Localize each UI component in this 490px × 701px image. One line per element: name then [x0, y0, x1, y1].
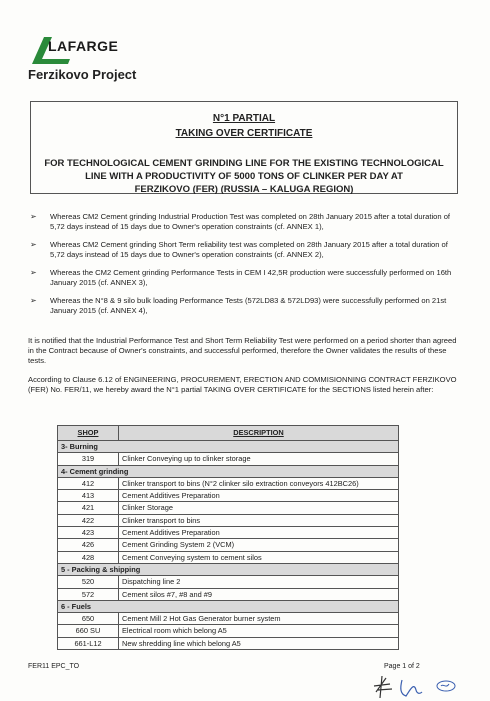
table-row — [58, 502, 399, 514]
shop-code: 520 — [58, 576, 119, 588]
award-paragraph: According to Clause 6.12 of ENGINEERING, PROCUREMENT, ERECTION AND COMMISIONNING CONTRACT FERZIKOVO (FER) No. FER/11, we hereby award the N°1 partial TAKING OVER CERTIFICATE for the SECTIONS listed herein after: — [28, 375, 457, 394]
arrow-bullet-icon: ➢ — [30, 296, 37, 305]
shop-description: Dispatching line 2 — [119, 576, 399, 588]
table-row — [58, 539, 399, 551]
bullet-text: Whereas the CM2 Cement grinding Performance Tests in CEM I 42,5R production were successfully performed on 16th January 2015 (cf. ANNEX 3), — [50, 268, 452, 287]
table-row — [58, 625, 399, 637]
certificate-subject — [31, 157, 457, 196]
document-reference: FER11 EPC_TO — [28, 663, 80, 670]
shop-code: 660 SU — [58, 625, 119, 637]
shop-description: Clinker Conveying up to clinker storage — [119, 453, 399, 465]
shop-description: Cement Mill 2 Hot Gas Generator burner system — [119, 613, 399, 625]
shop-code: 422 — [58, 514, 119, 526]
table-row — [58, 637, 399, 649]
whereas-list — [28, 212, 458, 324]
shop-code: 426 — [58, 539, 119, 551]
certificate-title: TAKING OVER CERTIFICATE — [175, 128, 313, 139]
table-row — [58, 613, 399, 625]
table-row — [58, 514, 399, 526]
subject-line-1: FOR TECHNOLOGICAL CEMENT GRINDING LINE FOR THE EXISTING TECHNOLOGICAL — [44, 158, 444, 169]
shop-code: 319 — [58, 453, 119, 465]
bullet-text: Whereas CM2 Cement grinding Industrial Production Test was completed on 28th January 2015 after a total duration of 5,72 days instead of 15 days due to Owner's operation constraints (cf. ANNEX 1), — [50, 212, 451, 231]
shop-description: Electrical room which belong A5 — [119, 625, 399, 637]
description-column-header: DESCRIPTION — [119, 426, 399, 441]
shop-description: Cement Additives Preparation — [119, 490, 399, 502]
notice-paragraph: It is notified that the Industrial Performance Test and Short Term Reliability Test were performed on a period shorter than agreed in the Contract because of Owner's constraints, and successful performed, therefore the Owner validates the results of these tests. — [28, 336, 457, 365]
arrow-bullet-icon: ➢ — [30, 268, 37, 277]
certificate-number: N°1 PARTIAL — [212, 113, 276, 124]
table-row — [58, 576, 399, 588]
arrow-bullet-icon: ➢ — [30, 240, 37, 249]
bullet-text: Whereas the N°8 & 9 silo bulk loading Performance Tests (572LD83 & 572LD93) were successfully performed on 21st January 2015 (cf. ANNEX 4), — [50, 296, 447, 315]
arrow-bullet-icon: ➢ — [30, 212, 37, 221]
section-name: 6 - Fuels — [58, 600, 399, 612]
shop-description: Cement silos #7, #8 and #9 — [119, 588, 399, 600]
section-row — [58, 563, 399, 575]
table-header-row — [58, 426, 399, 441]
section-row — [58, 441, 399, 453]
list-item — [28, 240, 458, 260]
shop-description: Cement Additives Preparation — [119, 527, 399, 539]
list-item — [28, 268, 458, 288]
section-name: 4- Cement grinding — [58, 465, 399, 477]
shop-code: 428 — [58, 551, 119, 563]
shop-code: 412 — [58, 477, 119, 489]
shop-code: 650 — [58, 613, 119, 625]
table-row — [58, 551, 399, 563]
subject-line-3: FERZIKOVO (FER) (RUSSIA – KALUGA REGION) — [134, 184, 354, 195]
shop-code: 661-L12 — [58, 637, 119, 649]
sections-table — [57, 425, 399, 650]
logo-text: LAFARGE — [48, 38, 119, 54]
shop-code: 421 — [58, 502, 119, 514]
project-title: Ferzikovo Project — [28, 67, 137, 82]
shop-column-header: SHOP — [58, 426, 119, 441]
table-row — [58, 453, 399, 465]
table-row — [58, 490, 399, 502]
page-number: Page 1 of 2 — [384, 663, 420, 670]
bullet-text: Whereas CM2 Cement grinding Short Term reliability test was completed on 28th January 2015 after a total duration of 5,72 days instead of 15 days due to Owner's operation constraints (cf. ANNEX 2), — [50, 240, 448, 259]
section-row — [58, 465, 399, 477]
title-box — [30, 101, 458, 194]
handwritten-signatures-icon — [370, 672, 470, 700]
shop-code: 572 — [58, 588, 119, 600]
shop-description: Clinker Storage — [119, 502, 399, 514]
shop-code: 423 — [58, 527, 119, 539]
shop-description: New shredding line which belong A5 — [119, 637, 399, 649]
section-row — [58, 600, 399, 612]
table-row — [58, 527, 399, 539]
shop-description: Clinker transport to bins (N°2 clinker silo extraction conveyors 412BC26) — [119, 477, 399, 489]
section-name: 5 - Packing & shipping — [58, 563, 399, 575]
shop-code: 413 — [58, 490, 119, 502]
shop-description: Cement Conveying system to cement silos — [119, 551, 399, 563]
subject-line-2: LINE WITH A PRODUCTIVITY OF 5000 TONS OF CLINKER PER DAY AT — [85, 171, 403, 182]
table-row — [58, 588, 399, 600]
list-item — [28, 296, 458, 316]
shop-description: Cement Grinding System 2 (VCM) — [119, 539, 399, 551]
section-name: 3- Burning — [58, 441, 399, 453]
list-item — [28, 212, 458, 232]
shop-description: Clinker transport to bins — [119, 514, 399, 526]
table-row — [58, 477, 399, 489]
